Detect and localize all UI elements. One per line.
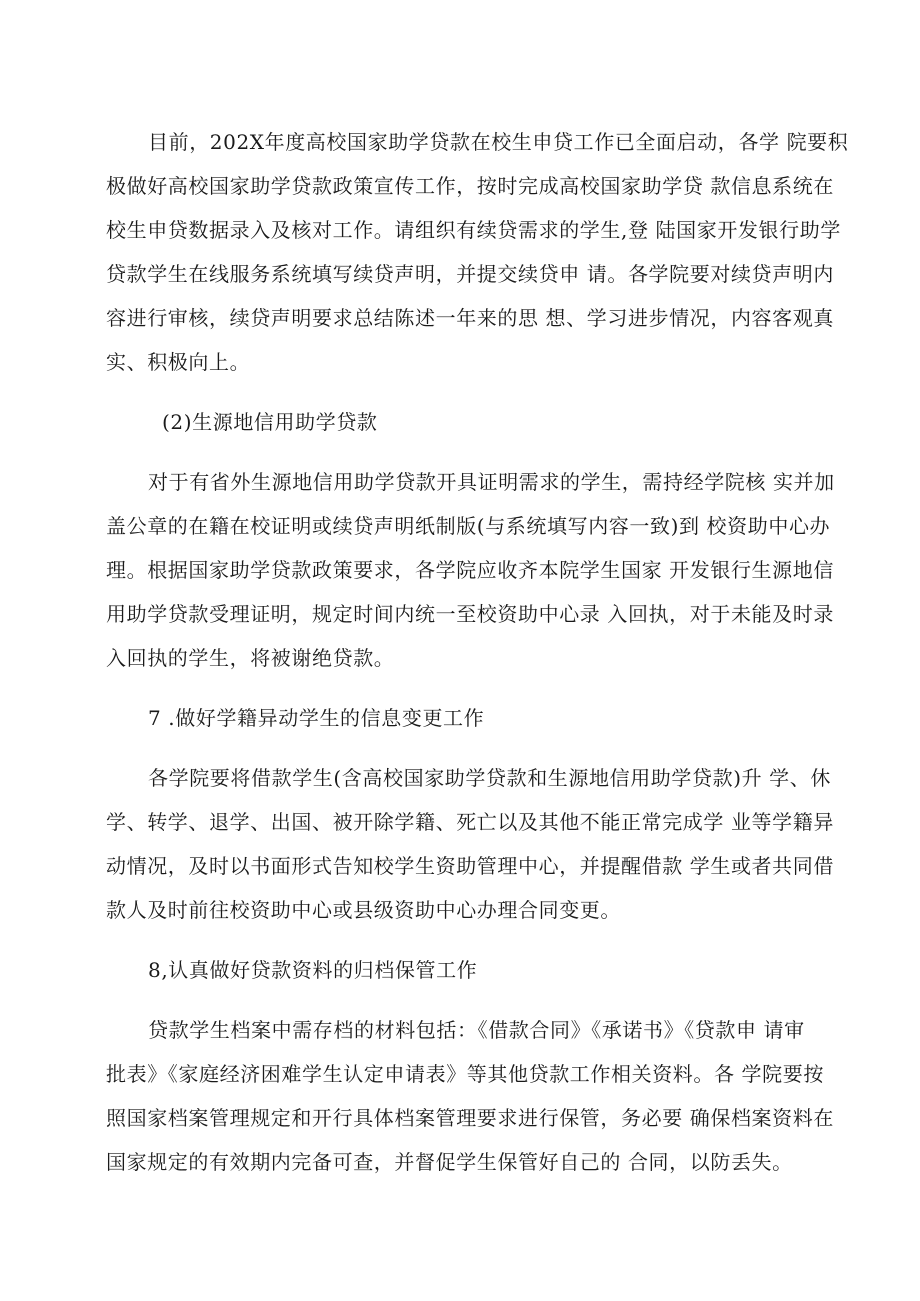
paragraph-line: 照国家档案管理规定和开行具体档案管理要求进行保管，务必要 确保档案资料在 [106,1106,834,1130]
paragraph-line: 校生申贷数据录入及核对工作。请组织有续贷需求的学生,登 陆国家开发银行助学 [106,218,841,242]
paragraph-line: 对于有省外生源地信用助学贷款开具证明需求的学生，需持经学院核 实并加 [148,470,835,494]
paragraph-line: 目前，202X年度高校国家助学贷款在校生申贷工作已全面启动，各学 院要积 [148,130,849,154]
section-heading: (2)生源地信用助学贷款 [162,410,378,434]
section-heading: 7 .做好学籍异动学生的信息变更工作 [148,706,485,730]
paragraph-line: 盖公章的在籍在校证明或续贷声明纸制版(与系统填写内容一致)到 校资助中心办 [106,514,831,538]
paragraph-line: 入回执的学生，将被谢绝贷款。 [106,646,395,670]
paragraph-line: 款人及时前往校资助中心或县级资助中心办理合同变更。 [106,898,621,922]
paragraph-line: 批表》《家庭经济困难学生认定申请表》等其他贷款工作相关资料。各 学院要按 [106,1062,824,1086]
paragraph-line: 实、积极向上。 [106,350,251,374]
paragraph-line: 国家规定的有效期内完备可查，并督促学生保管好自己的 合同，以防丢失。 [106,1150,793,1174]
paragraph-line: 动情况，及时以书面形式告知校学生资助管理中心，并提醒借款 学生或者共同借 [106,854,834,878]
paragraph-line: 理。根据国家助学贷款政策要求，各学院应收齐本院学生国家 开发银行生源地信 [106,558,834,582]
paragraph-line: 极做好高校国家助学贷款政策宣传工作，按时完成高校国家助学贷 款信息系统在 [106,174,834,198]
paragraph-line: 学、转学、退学、出国、被开除学籍、死亡以及其他不能正常完成学 业等学籍异 [106,810,834,834]
paragraph-line: 贷款学生档案中需存档的材料包括：《借款合同》《承诺书》《贷款申 请审 [148,1018,805,1042]
paragraph-line: 容进行审核，续贷声明要求总结陈述一年来的思 想、学习进步情况，内容客观真 [106,306,834,330]
paragraph-line: 用助学贷款受理证明，规定时间内统一至校资助中心录 入回执，对于未能及时录 [106,602,834,626]
paragraph-line: 贷款学生在线服务系统填写续贷声明，并提交续贷申 请。各学院要对续贷声明内 [106,262,834,286]
paragraph-line: 各学院要将借款学生(含高校国家助学贷款和生源地信用助学贷款)升 学、休 [148,766,831,790]
section-heading: 8,认真做好贷款资料的归档保管工作 [148,958,478,982]
